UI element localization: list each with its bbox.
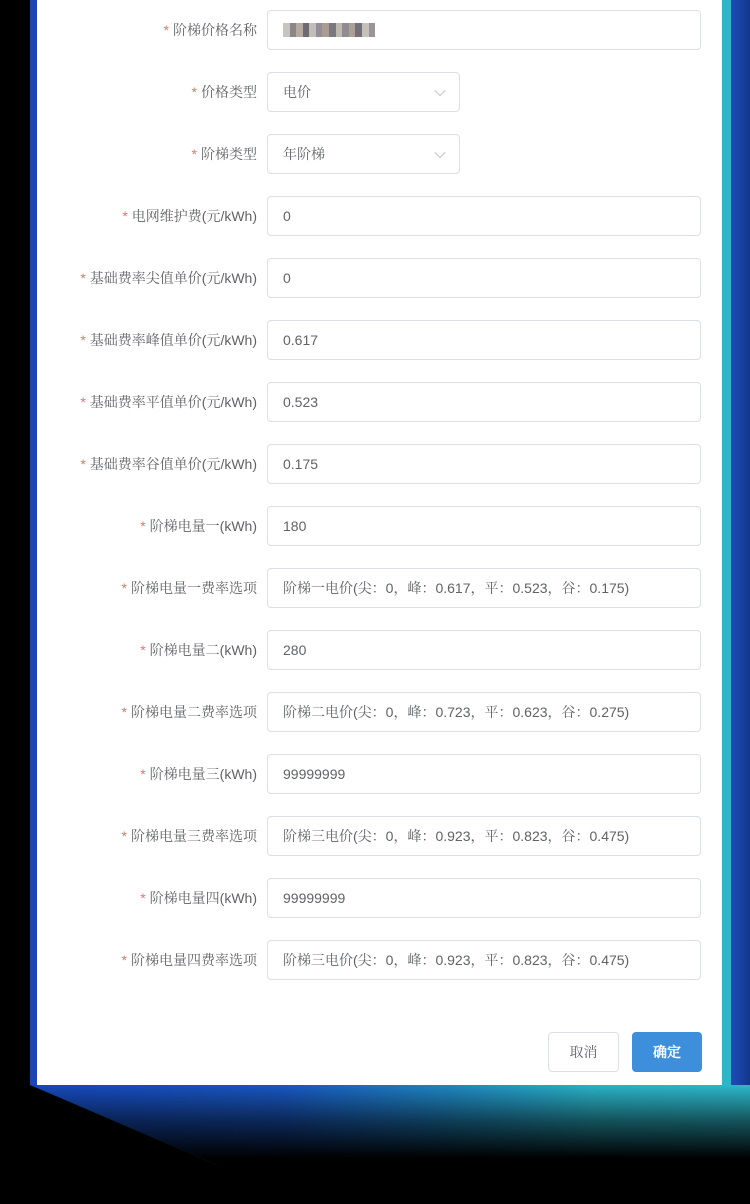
field-label-text: 阶梯价格名称	[173, 22, 257, 38]
redacted-value-mosaic	[283, 23, 375, 37]
required-asterisk: *	[191, 84, 197, 100]
field-label	[37, 568, 257, 608]
tier-price-form-panel	[37, 0, 722, 1085]
tier-energy-1-rate-option-input[interactable]	[267, 568, 701, 608]
form-row	[37, 506, 722, 546]
form-row	[37, 568, 722, 608]
required-asterisk: *	[121, 952, 127, 968]
field-label-text: 基础费率峰值单价(元/kWh)	[89, 332, 257, 348]
base-rate-sharp-price-input[interactable]	[267, 258, 701, 298]
form-row	[37, 444, 722, 484]
field-label	[37, 692, 257, 732]
field-label-text: 基础费率平值单价(元/kWh)	[89, 394, 257, 410]
select-value: 年阶梯	[283, 146, 325, 162]
field-label-text: 阶梯电量三(kWh)	[149, 766, 257, 782]
tier-energy-1-input[interactable]	[267, 506, 701, 546]
form-row	[37, 258, 722, 298]
chevron-down-icon	[436, 88, 445, 97]
control-slot	[267, 754, 701, 794]
form-row	[37, 382, 722, 422]
required-asterisk: *	[80, 394, 86, 410]
control-slot	[267, 258, 701, 298]
tier-type-select[interactable]	[267, 134, 460, 174]
input-value: 0.175	[283, 456, 319, 472]
field-label	[37, 134, 257, 174]
field-label-text: 阶梯电量一(kWh)	[149, 518, 257, 534]
form-row	[37, 878, 722, 918]
required-asterisk: *	[140, 642, 146, 658]
required-asterisk: *	[163, 22, 169, 38]
field-label-text: 阶梯类型	[201, 146, 257, 162]
tier-energy-3-input[interactable]	[267, 754, 701, 794]
field-label	[37, 196, 257, 236]
control-slot	[267, 506, 701, 546]
form-row	[37, 630, 722, 670]
required-asterisk: *	[140, 766, 146, 782]
control-slot	[267, 568, 701, 608]
field-label-text: 阶梯电量四(kWh)	[149, 890, 257, 906]
chevron-down-icon	[436, 150, 445, 159]
field-label-text: 基础费率谷值单价(元/kWh)	[89, 456, 257, 472]
required-asterisk: *	[80, 456, 86, 472]
left-edge-stripe	[30, 0, 37, 1085]
field-label	[37, 816, 257, 856]
input-value: 阶梯二电价(尖：0，峰：0.723，平：0.623，谷：0.275)	[283, 704, 630, 720]
form-row	[37, 72, 722, 112]
control-slot	[267, 320, 701, 360]
price-type-select[interactable]	[267, 72, 460, 112]
bottom-glow-gradient	[30, 1085, 750, 1165]
control-slot	[267, 382, 701, 422]
required-asterisk: *	[140, 518, 146, 534]
required-asterisk: *	[121, 580, 127, 596]
field-label-text: 价格类型	[201, 84, 257, 100]
form-row	[37, 816, 722, 856]
field-label	[37, 940, 257, 980]
field-label	[37, 72, 257, 112]
field-label	[37, 258, 257, 298]
tier-energy-2-rate-option-input[interactable]	[267, 692, 701, 732]
control-slot	[267, 878, 701, 918]
field-label-text: 电网维护费(元/kWh)	[131, 208, 257, 224]
tier-energy-4-input[interactable]	[267, 878, 701, 918]
required-asterisk: *	[191, 146, 197, 162]
control-slot	[267, 940, 701, 980]
tier-energy-3-rate-option-input[interactable]	[267, 816, 701, 856]
right-edge-blue-stripe	[731, 0, 750, 1087]
control-slot	[267, 444, 701, 484]
field-label-text: 阶梯电量一费率选项	[131, 580, 257, 596]
control-slot	[267, 196, 701, 236]
field-label-text: 阶梯电量二费率选项	[131, 704, 257, 720]
control-slot	[267, 134, 460, 174]
form-row	[37, 692, 722, 732]
required-asterisk: *	[80, 270, 86, 286]
control-slot	[267, 692, 701, 732]
required-asterisk: *	[122, 208, 128, 224]
control-slot	[267, 72, 460, 112]
field-label	[37, 754, 257, 794]
field-label	[37, 506, 257, 546]
select-value: 电价	[283, 84, 311, 100]
input-value: 0	[283, 208, 291, 224]
field-label	[37, 630, 257, 670]
grid-maintenance-fee-input[interactable]	[267, 196, 701, 236]
form-area	[37, 0, 722, 980]
tier-energy-4-rate-option-input[interactable]	[267, 940, 701, 980]
input-value: 0.523	[283, 394, 319, 410]
tier-energy-2-input[interactable]	[267, 630, 701, 670]
base-rate-flat-price-input[interactable]	[267, 382, 701, 422]
required-asterisk: *	[121, 828, 127, 844]
input-value: 阶梯一电价(尖：0，峰：0.617，平：0.523，谷：0.175)	[283, 580, 630, 596]
input-value: 0	[283, 270, 291, 286]
field-label-text: 阶梯电量三费率选项	[131, 828, 257, 844]
input-value: 280	[283, 642, 307, 658]
input-value: 180	[283, 518, 307, 534]
control-slot	[267, 816, 701, 856]
base-rate-valley-price-input[interactable]	[267, 444, 701, 484]
field-label-text: 阶梯电量二(kWh)	[149, 642, 257, 658]
footer-actions	[37, 1032, 722, 1072]
form-row	[37, 320, 722, 360]
field-label-text: 基础费率尖值单价(元/kWh)	[89, 270, 257, 286]
input-value: 阶梯三电价(尖：0，峰：0.923，平：0.823，谷：0.475)	[283, 828, 630, 844]
input-value: 99999999	[283, 890, 346, 906]
field-label	[37, 382, 257, 422]
field-label	[37, 444, 257, 484]
field-label-text: 阶梯电量四费率选项	[131, 952, 257, 968]
confirm-button[interactable]: 确定	[632, 1032, 702, 1072]
form-row	[37, 754, 722, 794]
input-value: 99999999	[283, 766, 346, 782]
cancel-button[interactable]: 取消	[548, 1032, 619, 1072]
required-asterisk: *	[121, 704, 127, 720]
field-label	[37, 878, 257, 918]
required-asterisk: *	[80, 332, 86, 348]
field-label	[37, 10, 257, 50]
form-row	[37, 196, 722, 236]
form-row	[37, 10, 722, 50]
input-value: 0.617	[283, 332, 319, 348]
form-row	[37, 134, 722, 174]
field-label	[37, 320, 257, 360]
tier-price-name-input[interactable]	[267, 10, 701, 50]
input-value: 阶梯三电价(尖：0，峰：0.923，平：0.823，谷：0.475)	[283, 952, 630, 968]
control-slot	[267, 630, 701, 670]
form-row	[37, 940, 722, 980]
control-slot	[267, 10, 701, 50]
required-asterisk: *	[140, 890, 146, 906]
right-edge-teal-stripe	[722, 0, 731, 1087]
base-rate-peak-price-input[interactable]	[267, 320, 701, 360]
